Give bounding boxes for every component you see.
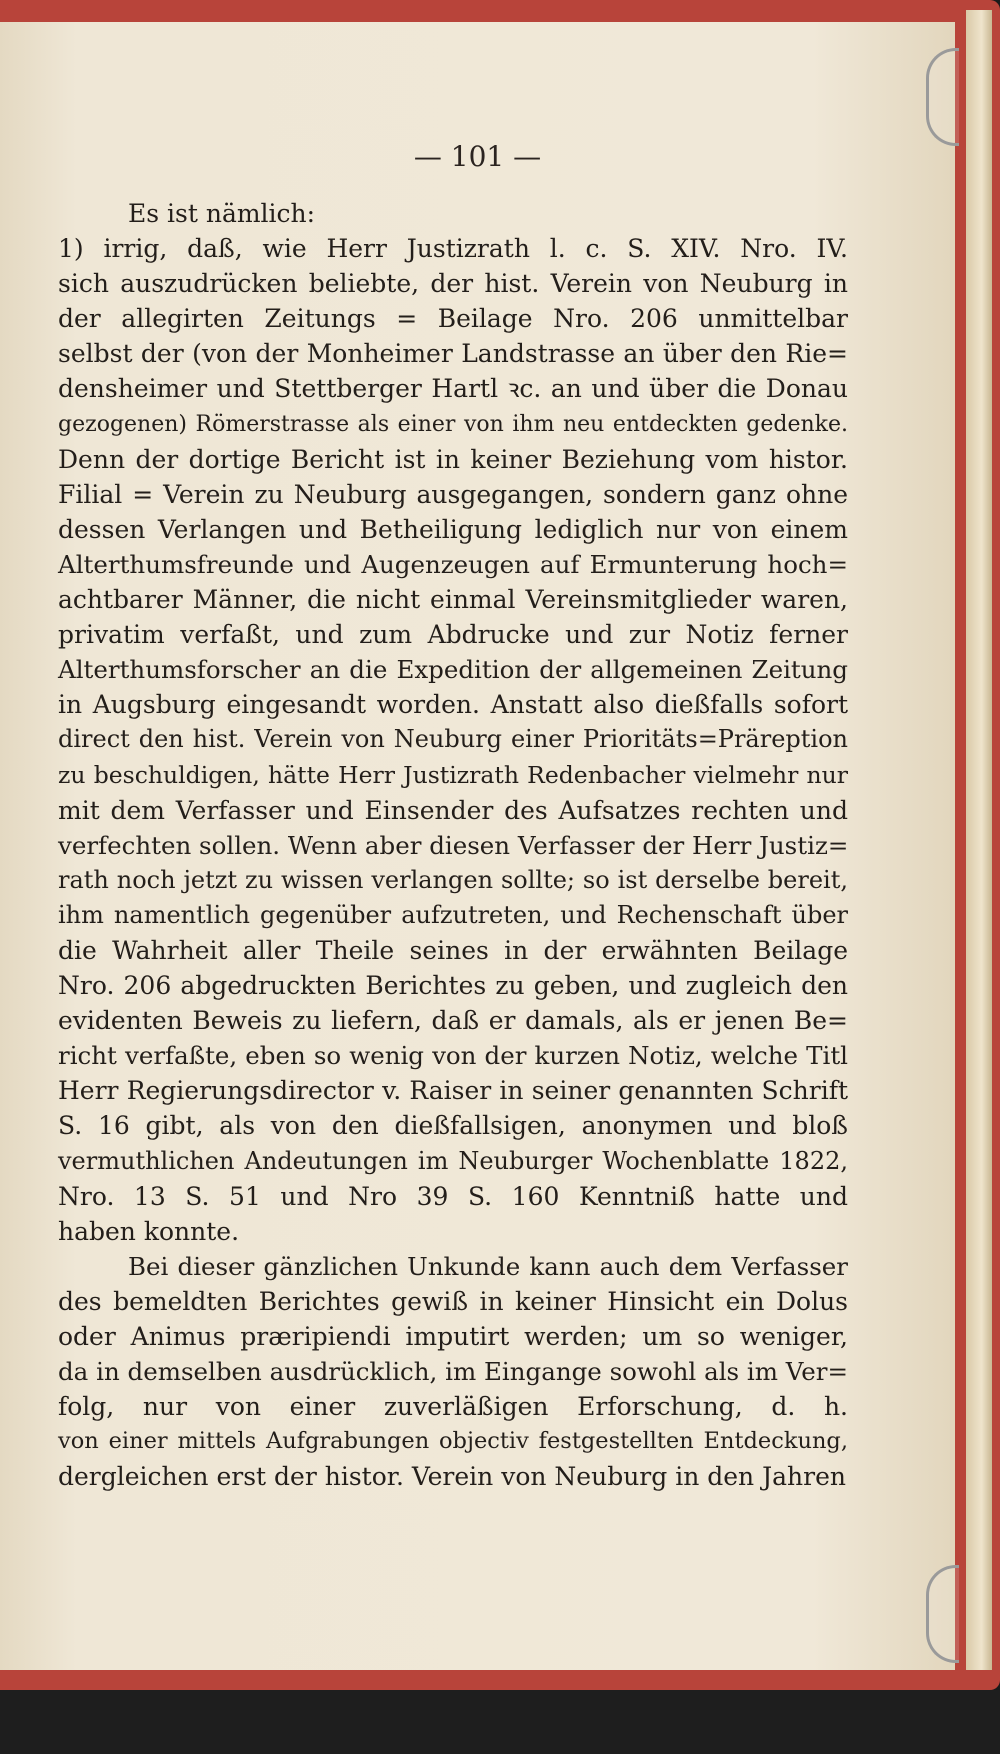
text-line: Es ist nämlich:	[128, 199, 316, 228]
text-line: mit dem Verfasser und Einsender des Aufsatzes rechten und	[58, 795, 848, 825]
text-line: Alterthumsfreunde und Augenzeugen auf Ermunterung hoch=	[58, 549, 848, 579]
text-line: Herr Regierungsdirector v. Raiser in seiner genannten Schrift	[58, 1076, 848, 1106]
text-line: dessen Verlangen und Betheiligung lediglich nur von einem	[58, 514, 848, 544]
text-line: dergleichen erst der histor. Verein von Neuburg in den Jahren	[58, 1462, 846, 1492]
text-line: S. 16 gibt, als von den dießfallsigen, anonymen und bloß	[58, 1111, 848, 1141]
text-line: der allegirten Zeitungs = Beilage Nro. 206 unmittelbar	[58, 304, 848, 334]
text-line: folg, nur von einer zuverläßigen Erforschung, d. h.	[58, 1392, 848, 1422]
text-line: in Augsburg eingesandt worden. Anstatt also dießfalls sofort	[58, 690, 848, 720]
text-line: da in demselben ausdrücklich, im Eingange sowohl als im Ver=	[58, 1357, 848, 1387]
text-line: evidenten Beweis zu liefern, daß er damals, als er jenen Be=	[58, 1006, 848, 1036]
text-line: selbst der (von der Monheimer Landstrasse an über den Rie=	[58, 339, 848, 369]
text-line: des bemeldten Berichtes gewiß in keiner Hinsicht ein Dolus	[58, 1286, 848, 1316]
page-number: — 101 —	[413, 140, 542, 173]
text-line: Nro. 206 abgedruckten Berichtes zu geben, und zugleich den	[58, 971, 848, 1001]
page-clip-bottom	[926, 1565, 959, 1663]
text-line: densheimer und Stettberger Hartl ꝛc. an und über die Donau	[58, 374, 848, 404]
text-line: haben konnte.	[58, 1216, 240, 1246]
text-line: vermuthlichen Andeutungen im Neuburger Wochenblatte 1822,	[58, 1146, 848, 1175]
page-edges	[966, 10, 992, 1670]
background-strip	[0, 1690, 1000, 1754]
text-line: sich auszudrücken beliebte, der hist. Verein von Neuburg in	[58, 269, 848, 299]
text-line: Filial = Verein zu Neuburg ausgegangen, sondern ganz ohne	[58, 479, 848, 509]
text-line: achtbarer Männer, die nicht einmal Vereinsmitglieder waren,	[58, 585, 848, 615]
text-line: verfechten sollen. Wenn aber diesen Verfasser der Herr Justiz=	[58, 830, 849, 860]
text-line: Denn der dortige Bericht ist in keiner Beziehung vom histor.	[58, 444, 848, 474]
text-line: Bei dieser gänzlichen Unkunde kann auch dem Verfasser	[128, 1251, 848, 1281]
body-text	[58, 196, 848, 1494]
text-line: oder Animus præripiendi imputirt werden; um so weniger,	[58, 1322, 848, 1351]
text-line: direct den hist. Verein von Neuburg einer Prioritäts=Präreption	[58, 725, 848, 754]
text-line: richt verfaßte, eben so wenig von der kurzen Notiz, welche Titl	[58, 1041, 848, 1071]
text-line: Nro. 13 S. 51 und Nro 39 S. 160 Kenntniß hatte und	[58, 1181, 848, 1211]
text-line: von einer mittels Aufgrabungen objectiv festgestellten Entdeckung,	[58, 1428, 848, 1455]
text-line: ihm namentlich gegenüber aufzutreten, und Rechenschaft über	[58, 900, 848, 929]
text-line: gezogenen) Römerstrasse als einer von ihm neu entdeckten gedenke.	[58, 411, 848, 437]
text-line: rath noch jetzt zu wissen verlangen sollte; so ist derselbe bereit,	[58, 865, 848, 894]
text-line: Alterthumsforscher an die Expedition der allgemeinen Zeitung	[58, 655, 848, 685]
text-line: privatim verfaßt, und zum Abdrucke und zur Notiz ferner	[58, 620, 848, 650]
text-line: 1) irrig, daß, wie Herr Justizrath l. c. S. XIV. Nro. IV.	[58, 234, 848, 264]
text-line: zu beschuldigen, hätte Herr Justizrath Redenbacher vielmehr nur	[58, 760, 848, 789]
text-line: die Wahrheit aller Theile seines in der erwähnten Beilage	[58, 935, 848, 965]
page-clip-top	[926, 48, 959, 146]
